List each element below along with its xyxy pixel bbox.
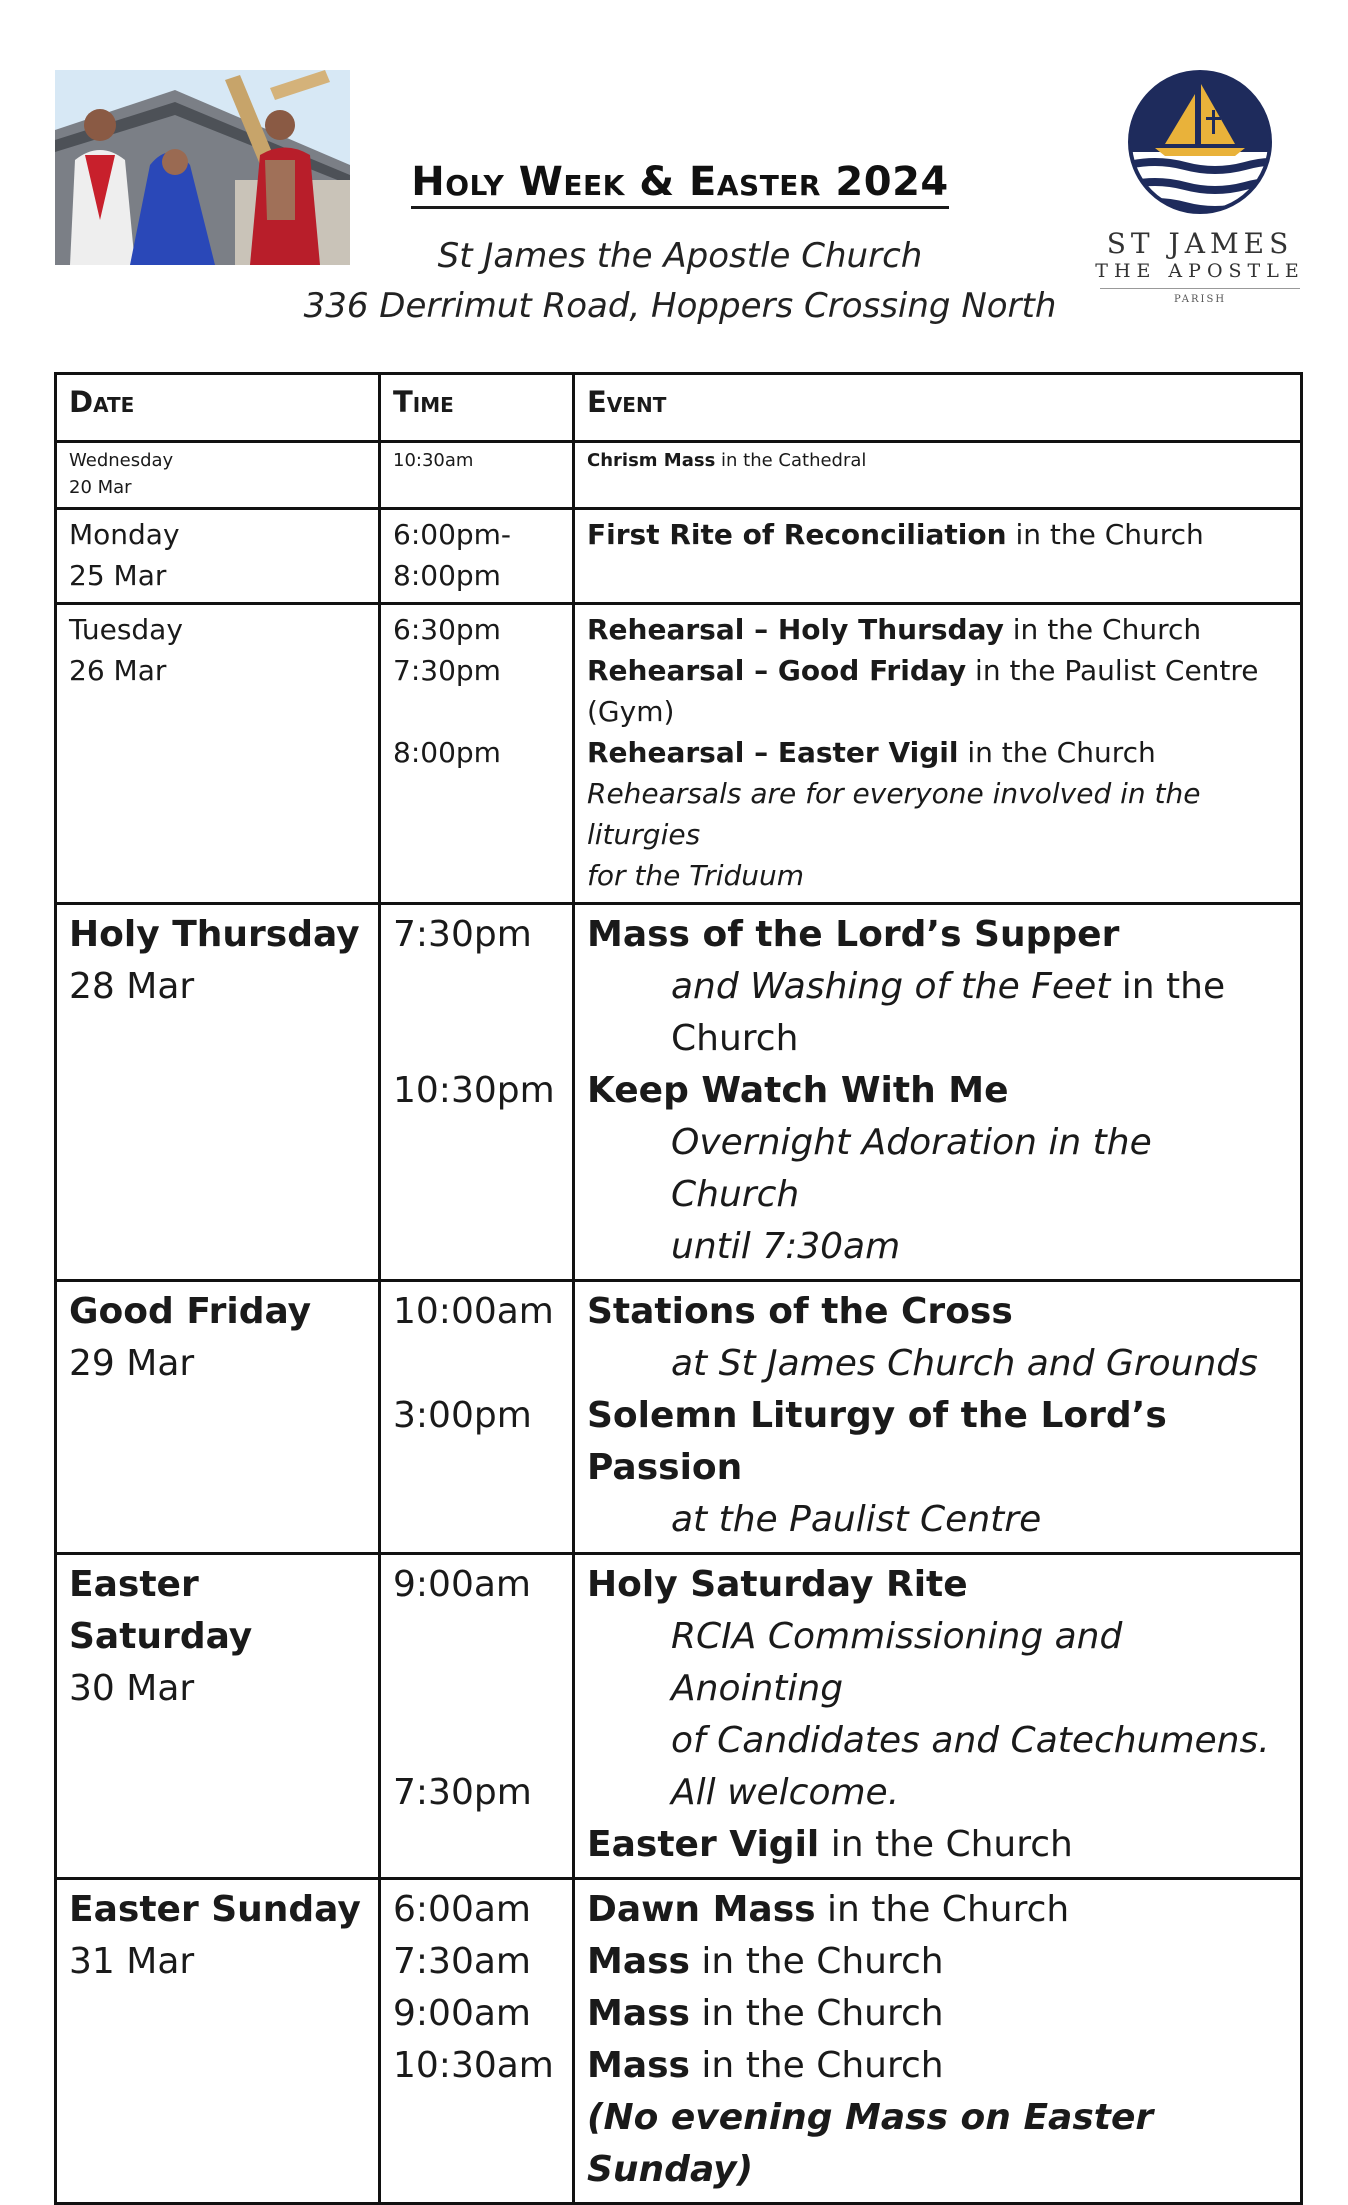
time-label: 7:30am [393,1941,531,1982]
logo-divider [1100,288,1300,289]
time-cell [380,1281,574,1554]
event-title: Holy Saturday Rite [587,1564,968,1605]
event-title: Chrism Mass [587,450,716,471]
time-label: 6:30pm [393,613,501,646]
time-label: 7:30pm [393,654,501,687]
time-cell [380,442,574,509]
time-cell [380,604,574,904]
table-row [56,509,1302,604]
logo-text-line2: THE APOSTLE [1095,260,1305,282]
event-detail-italic: and Washing of the Feet [671,966,1111,1007]
event-detail: at the Paulist Centre [671,1499,1042,1540]
church-address: 336 Derrimut Road, Hoppers Crossing North [303,286,1057,326]
event-line [587,2040,1288,2092]
event-title: Mass of the Lord’s Supper [587,914,1120,955]
day-label: Monday [69,518,180,551]
date-cell [56,1879,380,2204]
event-title: Rehearsal – Good Friday [587,654,967,687]
time-label: 10:00am [393,1291,554,1332]
date-label: 20 Mar [69,477,132,498]
schedule-table [54,372,1303,2205]
day-label: Tuesday [69,613,183,646]
event-location-continued: (Gym) [587,695,675,728]
event-cell [574,1879,1302,2204]
event-line [587,1936,1288,1988]
table-row [56,442,1302,509]
event-detail [587,961,1288,1013]
date-label: 25 Mar [69,559,167,592]
event-detail: All welcome. [671,1772,900,1813]
time-spacer [393,961,560,1013]
time-label: 9:00am [393,1993,531,2034]
event-note: for the Triduum [587,859,805,892]
time-spacer [393,1338,560,1390]
table-row [56,1879,1302,2204]
date-cell [56,1554,380,1879]
time-label: 3:00pm [393,1395,532,1436]
time-spacer [393,1013,560,1065]
time-spacer [393,1663,560,1715]
table-row [56,1281,1302,1554]
church-name: St James the Apostle Church [437,236,923,276]
event-location: in the Church [689,1941,944,1982]
event-title: Dawn Mass [587,1889,816,1930]
time-spacer [393,1611,560,1663]
time-label: 8:00pm [393,736,501,769]
event-title: Rehearsal – Holy Thursday [587,613,1004,646]
event-title: Stations of the Cross [587,1291,1013,1332]
time-cell [380,904,574,1281]
event-title: Mass [587,1993,690,2034]
date-label: 30 Mar [69,1668,195,1709]
date-label: 28 Mar [69,966,195,1007]
event-location: in the Cathedral [715,450,867,471]
event-location: in the [1110,966,1226,1007]
time-label: 7:30pm [393,914,532,955]
time-label: 9:00am [393,1564,531,1605]
time-label: 7:30pm [393,1772,532,1813]
day-label: Easter Sunday [69,1889,361,1930]
event-location-continued: Church [671,1018,799,1059]
event-line [587,650,1288,691]
date-label: 31 Mar [69,1941,195,1982]
time-label: 6:00pm- [393,518,512,551]
event-line [587,1819,1288,1871]
column-header-date: Date [56,374,380,442]
time-label: 10:30pm [393,1070,555,1111]
event-cell [574,1281,1302,1554]
event-location: in the Church [958,736,1156,769]
time-cell [380,1554,574,1879]
event-location: in the Church [815,1889,1070,1930]
event-location: in the Paulist Centre [966,654,1259,687]
parish-logo [1095,62,1305,322]
event-note: Rehearsals are for everyone involved in the liturgies [587,777,1201,851]
event-cell [574,1554,1302,1879]
event-detail: at St James Church and Grounds [671,1343,1258,1384]
header [280,160,1080,331]
event-cell [574,442,1302,509]
event-title: Mass [587,2045,690,2086]
time-label: 10:30am [393,2045,554,2086]
event-title: Mass [587,1941,690,1982]
date-cell [56,1281,380,1554]
event-line [587,609,1288,650]
event-cell [574,604,1302,904]
event-title: Rehearsal – Easter Vigil [587,736,959,769]
time-cell [380,1879,574,2204]
logo-text-line3: PARISH [1173,294,1227,305]
table-row [56,904,1302,1281]
date-label: 29 Mar [69,1343,195,1384]
date-cell [56,904,380,1281]
event-cell [574,509,1302,604]
date-cell [56,604,380,904]
event-detail: of Candidates and Catechumens. [671,1720,1270,1761]
date-label: 26 Mar [69,654,167,687]
event-line [587,1884,1288,1936]
event-location: in the Church [689,2045,944,2086]
time-label: 8:00pm [393,559,501,592]
event-location: in the Church [1003,613,1202,646]
event-location: in the Church [689,1993,944,2034]
event-title: First Rite of Reconciliation [587,518,1007,551]
time-label: 6:00am [393,1889,531,1930]
event-cell [574,904,1302,1281]
event-detail: Overnight Adoration in the Church [671,1122,1152,1215]
event-location: in the Church [819,1824,1073,1865]
event-title: Keep Watch With Me [587,1070,1009,1111]
event-detail: RCIA Commissioning and Anointing [671,1616,1123,1709]
time-label: 10:30am [393,450,474,471]
day-label: Easter Saturday [69,1564,253,1657]
table-row [56,604,1302,904]
event-title: Solemn Liturgy of the Lord’s Passion [587,1395,1167,1488]
time-spacer [393,1715,560,1767]
table-row [56,1554,1302,1879]
table-header-row [56,374,1302,442]
page-title: Holy Week & Easter 2024 [411,160,948,209]
day-label: Holy Thursday [69,914,360,955]
event-line [587,1988,1288,2040]
event-detail: until 7:30am [671,1226,901,1267]
logo-text-line1: ST JAMES [1106,227,1294,260]
column-header-time: Time [380,374,574,442]
event-line [587,732,1288,773]
sailboat-cross-logo-icon [1095,62,1305,222]
time-spacer [393,691,560,732]
day-label: Good Friday [69,1291,312,1332]
event-location: in the Church [1006,518,1204,551]
date-cell [56,509,380,604]
date-cell [56,442,380,509]
event-title: Easter Vigil [587,1824,820,1865]
day-label: Wednesday [69,450,174,471]
time-cell [380,509,574,604]
column-header-event: Event [574,374,1302,442]
event-note: (No evening Mass on Easter Sunday) [587,2097,1154,2190]
